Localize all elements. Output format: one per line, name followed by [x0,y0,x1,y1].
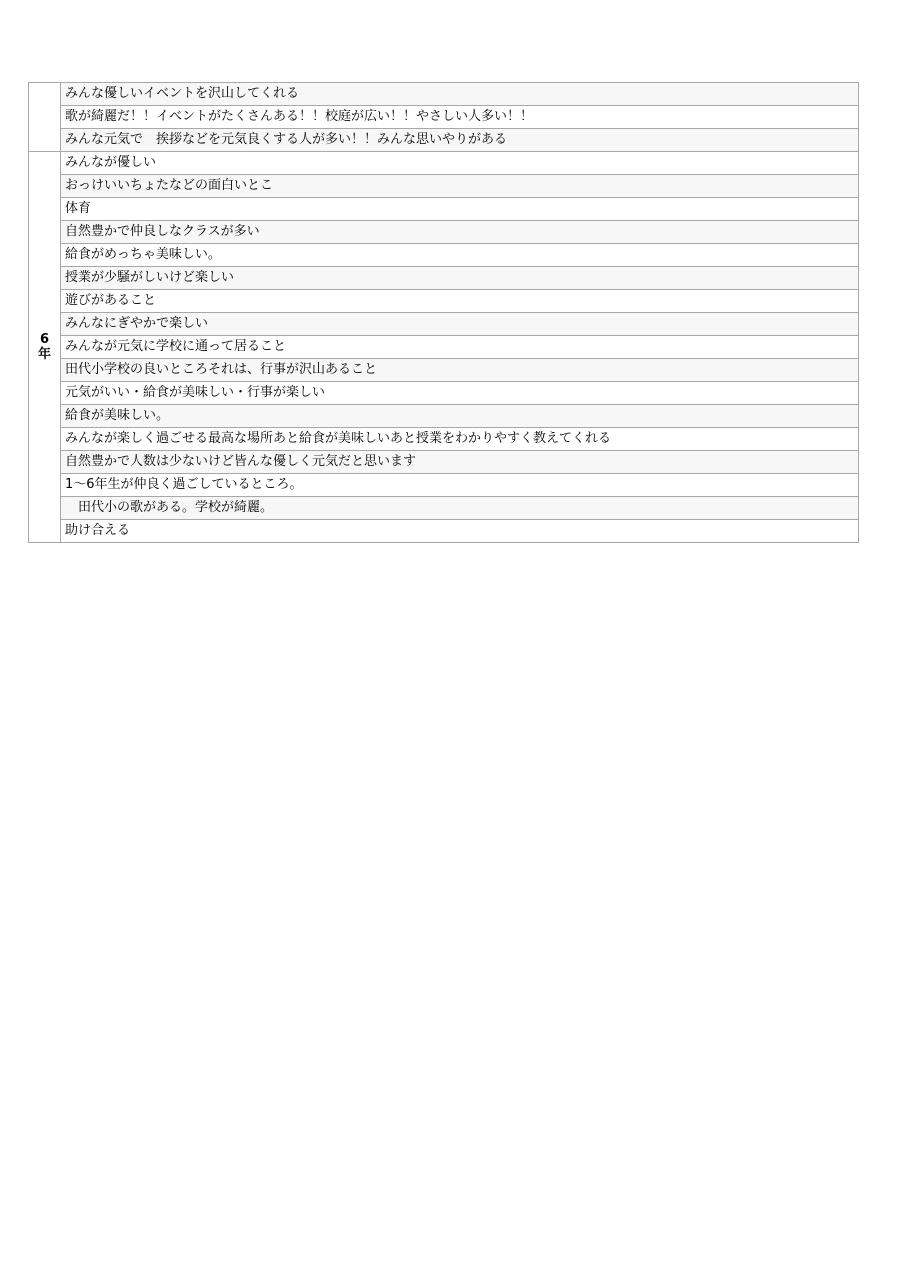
table-row [29,267,859,290]
table-row [29,244,859,267]
table-row [29,152,859,175]
table-row [29,520,859,543]
table-row [29,175,859,198]
response-text: 助け合える [61,520,859,543]
table-row [29,83,859,106]
response-text: おっけいいちょたなどの面白いとこ [61,175,859,198]
table-row [29,313,859,336]
response-text: 給食がめっちゃ美味しい。 [61,244,859,267]
grade-label: 6年 [37,331,51,362]
response-text: 田代小学校の良いところそれは、行事が沢山あること [61,359,859,382]
table-row [29,474,859,497]
response-text: みんなが優しい [61,152,859,175]
table-row [29,497,859,520]
table-row [29,198,859,221]
table-row [29,405,859,428]
response-text: みんなにぎやかで楽しい [61,313,859,336]
response-text: 元気がいい・給食が美味しい・行事が楽しい [61,382,859,405]
survey-table-body [29,83,859,543]
table-row [29,129,859,152]
grade-cell [29,83,61,152]
survey-response-table [28,82,859,543]
response-text: 遊びがあること [61,290,859,313]
response-text: 自然豊かで人数は少ないけど皆んな優しく元気だと思います [61,451,859,474]
table-row [29,336,859,359]
table-row [29,290,859,313]
response-text: 給食が美味しい。 [61,405,859,428]
response-text: 歌が綺麗だ！！イベントがたくさんある！！校庭が広い！！やさしい人多い！！ [61,106,859,129]
response-text: 1〜6年生が仲良く過ごしているところ。 [61,474,859,497]
response-text: みんなが楽しく過ごせる最高な場所あと給食が美味しいあと授業をわかりやすく教えてくれる [61,428,859,451]
table-row [29,428,859,451]
response-text: 自然豊かで仲良しなクラスが多い [61,221,859,244]
grade-cell [29,152,61,543]
response-text: 体育 [61,198,859,221]
table-row [29,382,859,405]
table-row [29,359,859,382]
response-text: 授業が少騒がしいけど楽しい [61,267,859,290]
response-text: みんな元気で 挨拶などを元気良くする人が多い！！みんな思いやりがある [61,129,859,152]
table-row [29,106,859,129]
response-text: 田代小の歌がある。学校が綺麗。 [61,497,859,520]
response-text: みんな優しいイベントを沢山してくれる [61,83,859,106]
response-text: みんなが元気に学校に通って居ること [61,336,859,359]
table-row [29,221,859,244]
table-row [29,451,859,474]
